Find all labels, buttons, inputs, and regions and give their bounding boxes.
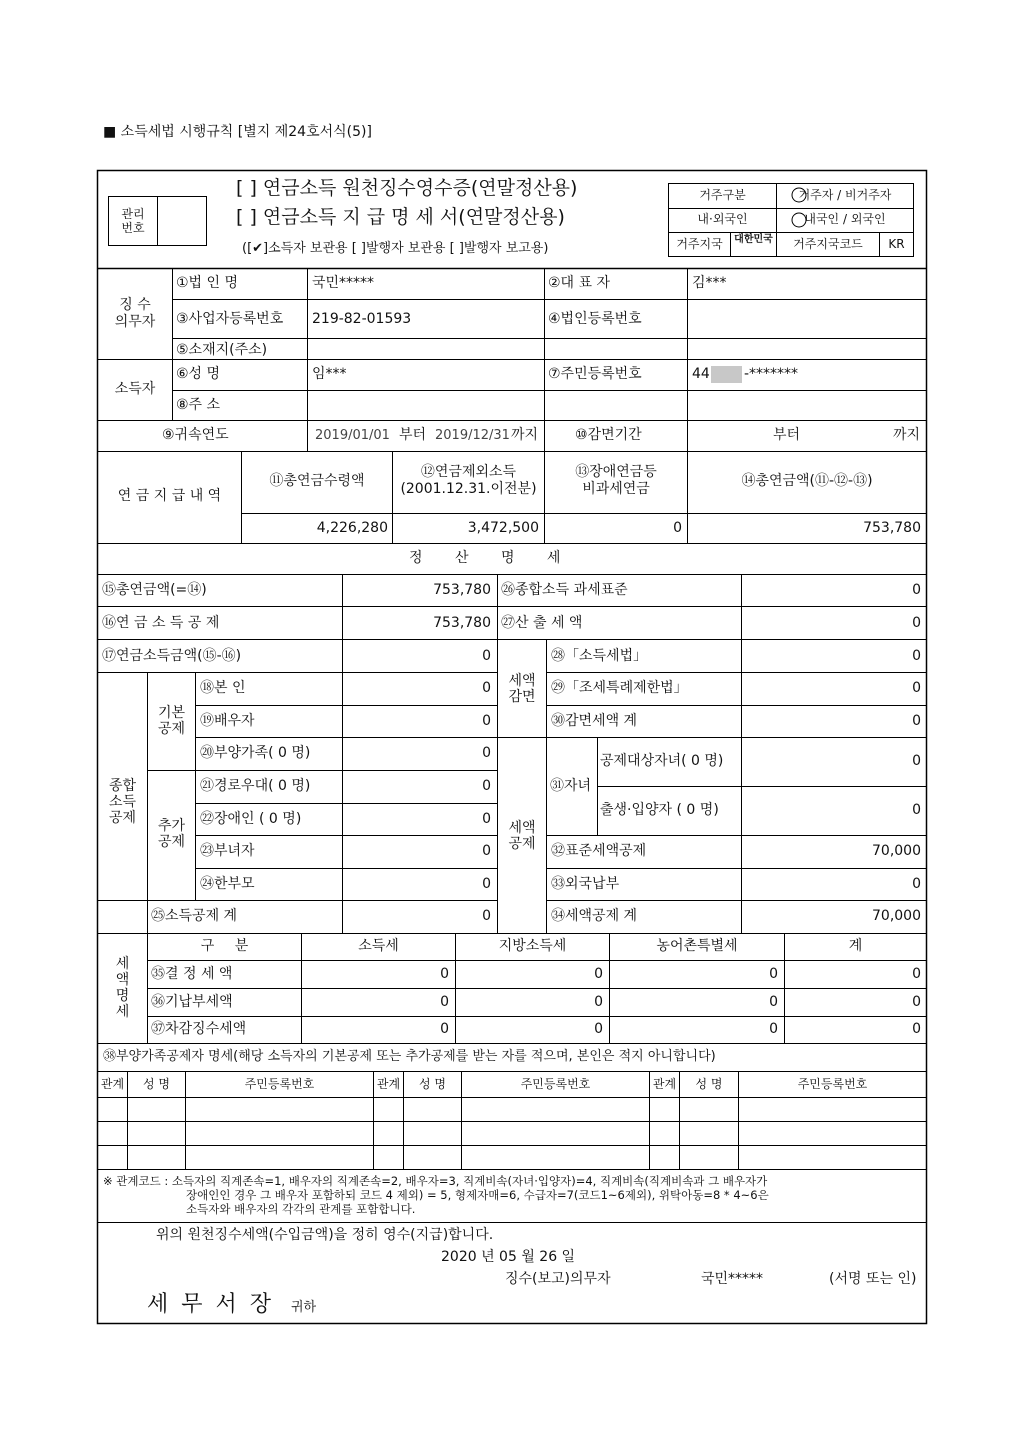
residence-type-value: 거주자 / 비거주자 xyxy=(798,188,892,202)
standard-credit-label: ㉜표준세액공제 xyxy=(551,843,647,859)
deduction-total-value: 0 xyxy=(482,908,491,924)
credit-total-value: 70,000 xyxy=(872,908,921,924)
relation-code-note-2: 장애인인 경우 그 배우자 포함하되 코드 4 제외) = 5, 형제자매=6, 수급자=7(코드1~6제외), 위탁아동=8 * 4~6은 xyxy=(186,1188,769,1202)
self-deduction-value: 0 xyxy=(482,680,491,696)
determined-rural-tax: 0 xyxy=(769,966,778,982)
total-pension-received-header: ⑪총연금수령액 xyxy=(269,473,365,489)
disability-pension-value: 0 xyxy=(673,520,682,536)
mgmt-number-label: 관리 번호 xyxy=(121,207,145,235)
total-pension-amount-value: 753,780 xyxy=(863,520,921,536)
nationality-value: 내국인 / 외국인 xyxy=(804,212,886,226)
tax-kind-header: 구 분 xyxy=(200,938,249,954)
form-reference: ■ 소득세법 시행규칙 [별지 제24호서식(5)] xyxy=(103,124,372,140)
period-from-word: 부터 xyxy=(399,427,427,443)
country-value: 대한민국 xyxy=(734,234,773,245)
pension-income-label: ⑰연금소득금액(⑮-⑯) xyxy=(102,648,242,664)
calculated-tax-label: ㉗산 출 세 액 xyxy=(501,615,583,631)
dep-rrn-header-3: 주민등록번호 xyxy=(797,1077,868,1091)
business-number-label: ③사업자등록번호 xyxy=(176,311,284,327)
disabled-deduction-label: ㉒장애인 ( 0 명) xyxy=(200,811,302,827)
reduction-period-label: ⑩감면기간 xyxy=(575,427,642,443)
relation-code-note-1: ※ 관계코드 : 소득자의 직계존속=1, 배우자의 직계존속=2, 배우자=3, 직계비속(자녀·입양자)=4, 직계비속(직계비속과 그 배우자가 xyxy=(103,1174,768,1188)
balance-local-tax: 0 xyxy=(594,1021,603,1037)
excluded-income-sub: (2001.12.31.이전분) xyxy=(400,481,537,497)
representative-label: ②대 표 자 xyxy=(548,275,611,291)
pension-deduction-value: 753,780 xyxy=(433,615,491,631)
income-tax-act-value: 0 xyxy=(912,648,921,664)
foreign-tax-label: ㉝외국납부 xyxy=(551,876,620,892)
dep-rrn-header-1: 주민등록번호 xyxy=(244,1077,315,1091)
deduction-total-label: ㉕소득공제 계 xyxy=(151,908,238,924)
total-pension-label: ⑮총연금액(=⑭) xyxy=(102,582,207,598)
disability-pension-header: ⑬장애연금등 xyxy=(575,464,657,480)
earner-name-label: ⑥성 명 xyxy=(176,366,221,382)
excluded-income-header: ⑫연금제외소득 xyxy=(420,464,517,480)
balance-total: 0 xyxy=(912,1021,921,1037)
balance-income-tax: 0 xyxy=(440,1021,449,1037)
prepaid-total: 0 xyxy=(912,994,921,1010)
additional-deduction-group: 추가 공제 xyxy=(157,818,186,850)
receipt-statement: 위의 원천징수세액(수입금액)을 정히 영수(지급)합니다. xyxy=(156,1227,494,1243)
period-to: 2019/12/31 xyxy=(435,428,510,443)
basic-deduction-group: 기본 공제 xyxy=(157,705,186,737)
dep-name-header-2: 성 명 xyxy=(419,1077,446,1091)
woman-deduction-value: 0 xyxy=(482,843,491,859)
determined-local-tax: 0 xyxy=(594,966,603,982)
income-tax-header: 소득세 xyxy=(358,938,399,954)
balance-tax-label: ㊲차감징수세액 xyxy=(151,1021,247,1037)
dependents-title: ㊳부양가족공제자 명세(해당 소득자의 기본공제 또는 추가공제를 받는 자를 적으며, 본인은 적지 아니합니다) xyxy=(103,1049,716,1064)
determined-tax-label: ㉟결 정 세 액 xyxy=(151,966,233,982)
earner-section-label: 소득자 xyxy=(114,381,156,397)
earner-rrn-masked: -******* xyxy=(744,366,799,382)
eligible-children-label: 공제대상자녀( 0 명) xyxy=(600,753,724,769)
tax-total-header: 계 xyxy=(848,938,863,954)
determined-total: 0 xyxy=(912,966,921,982)
payer-name: 국민***** xyxy=(701,1271,764,1287)
corp-name-value: 국민***** xyxy=(312,275,375,291)
foreign-tax-value: 0 xyxy=(912,876,921,892)
reduction-from-word: 부터 xyxy=(773,427,801,443)
payer-label: 징수(보고)의무자 xyxy=(505,1271,611,1287)
prepaid-tax-label: ㊱기납부세액 xyxy=(151,994,233,1010)
dep-name-header-1: 성 명 xyxy=(143,1077,170,1091)
prepaid-income-tax: 0 xyxy=(440,994,449,1010)
child-credit-label: ㉛자녀 xyxy=(550,778,592,794)
tax-reduction-group: 세액 감면 xyxy=(508,673,536,705)
spouse-deduction-label: ⑲배우자 xyxy=(200,713,255,729)
reduction-total-label: ㉚감면세액 계 xyxy=(551,713,638,729)
comprehensive-deduction-group: 종합 소득 공제 xyxy=(108,778,137,826)
calculated-tax-value: 0 xyxy=(912,615,921,631)
relation-code-note-3: 소득자와 배우자의 각각의 관계를 포함합니다. xyxy=(186,1202,416,1216)
dep-relation-header-1: 관계 xyxy=(100,1077,125,1091)
excluded-income-value: 3,472,500 xyxy=(467,520,539,536)
corp-name-label: ①법 인 명 xyxy=(176,275,239,291)
elderly-deduction-value: 0 xyxy=(482,778,491,794)
pension-deduction-label: ⑯연 금 소 득 공 제 xyxy=(102,615,220,631)
tax-base-label: ㉖종합소득 과세표준 xyxy=(501,582,628,598)
prepaid-rural-tax: 0 xyxy=(769,994,778,1010)
total-pension-value: 753,780 xyxy=(433,582,491,598)
signature-label: (서명 또는 인) xyxy=(829,1271,917,1287)
woman-deduction-label: ㉓부녀자 xyxy=(200,843,255,859)
credit-total-label: ㉞세액공제 계 xyxy=(551,908,638,924)
tax-section-label: 세 액 명 세 xyxy=(115,956,130,1020)
elderly-deduction-label: ㉑경로우대( 0 명) xyxy=(200,778,311,794)
title-receipt: [ ] 연금소득 원천징수영수증(연말정산용) xyxy=(236,177,578,199)
country-label: 거주지국 xyxy=(676,237,723,251)
birth-adoption-label: 출생·입양자 ( 0 명) xyxy=(600,802,719,818)
title-statement: [ ] 연금소득 지 급 명 세 서(연말정산용) xyxy=(236,206,565,228)
withholder-section-label: 징 수 의무자 xyxy=(114,297,156,330)
copy-type-line: ([✔]소득자 보관용 [ ]발행자 보관용 [ ]발행자 보고용) xyxy=(242,241,549,256)
local-tax-header: 지방소득세 xyxy=(498,938,567,954)
total-pension-amount-header: ⑭총연금액(⑪-⑫-⑬) xyxy=(741,473,873,489)
settlement-title: 정 산 명 세 xyxy=(409,550,561,566)
earner-name-value: 임*** xyxy=(312,366,347,382)
dep-rrn-header-2: 주민등록번호 xyxy=(520,1077,591,1091)
reduction-total-value: 0 xyxy=(912,713,921,729)
pension-section-label: 연 금 지 급 내 역 xyxy=(117,488,222,504)
self-deduction-label: ⑱본 인 xyxy=(200,680,246,696)
rural-tax-header: 농어촌특별세 xyxy=(656,938,738,954)
single-parent-deduction-value: 0 xyxy=(482,876,491,892)
nontaxable-pension-sub: 비과세연금 xyxy=(582,481,650,497)
period-to-word: 까지 xyxy=(511,427,539,443)
income-tax-act-label: ㉘「소득세법」 xyxy=(551,648,648,664)
birth-adoption-value: 0 xyxy=(912,802,921,818)
nationality-label: 내·외국인 xyxy=(697,212,748,226)
special-tax-act-label: ㉙「조세특례제한법」 xyxy=(551,680,688,696)
business-number-value: 219-82-01593 xyxy=(312,311,412,327)
special-tax-act-value: 0 xyxy=(912,680,921,696)
country-code-value: KR xyxy=(888,237,905,251)
tax-base-value: 0 xyxy=(912,582,921,598)
period-from: 2019/01/01 xyxy=(315,428,390,443)
single-parent-deduction-label: ㉔한부모 xyxy=(200,876,255,892)
total-pension-received-value: 4,226,280 xyxy=(316,520,388,536)
standard-credit-value: 70,000 xyxy=(872,843,921,859)
earner-rrn-label: ⑦주민등록번호 xyxy=(548,366,642,382)
dependents-deduction-value: 0 xyxy=(482,745,491,761)
dep-relation-header-2: 관계 xyxy=(376,1077,401,1091)
pension-income-value: 0 xyxy=(482,648,491,664)
earner-rrn-prefix: 44 xyxy=(692,366,710,382)
dep-name-header-3: 성 명 xyxy=(695,1077,723,1091)
residence-type-label: 거주구분 xyxy=(699,188,746,202)
dep-relation-header-3: 관계 xyxy=(652,1077,677,1091)
country-code-label: 거주지국코드 xyxy=(793,237,863,251)
spouse-deduction-value: 0 xyxy=(482,713,491,729)
honorific: 귀하 xyxy=(291,1300,317,1315)
withholder-address-label: ⑤소재지(주소) xyxy=(176,342,268,358)
attribution-year-label: ⑨귀속연도 xyxy=(162,427,229,443)
tax-office-head: 세 무 서 장 xyxy=(147,1292,274,1317)
issue-date: 2020 년 05 월 26 일 xyxy=(441,1249,576,1265)
balance-rural-tax: 0 xyxy=(769,1021,778,1037)
reduction-to-word: 까지 xyxy=(893,427,921,443)
representative-value: 김*** xyxy=(692,275,727,291)
earner-address-label: ⑧주 소 xyxy=(176,397,221,413)
eligible-children-value: 0 xyxy=(912,753,921,769)
corp-reg-number-label: ④법인등록번호 xyxy=(548,311,642,327)
prepaid-local-tax: 0 xyxy=(594,994,603,1010)
disabled-deduction-value: 0 xyxy=(482,811,491,827)
dependents-deduction-label: ⑳부양가족( 0 명) xyxy=(200,745,311,761)
determined-income-tax: 0 xyxy=(440,966,449,982)
tax-credit-group: 세액 공제 xyxy=(508,820,536,852)
